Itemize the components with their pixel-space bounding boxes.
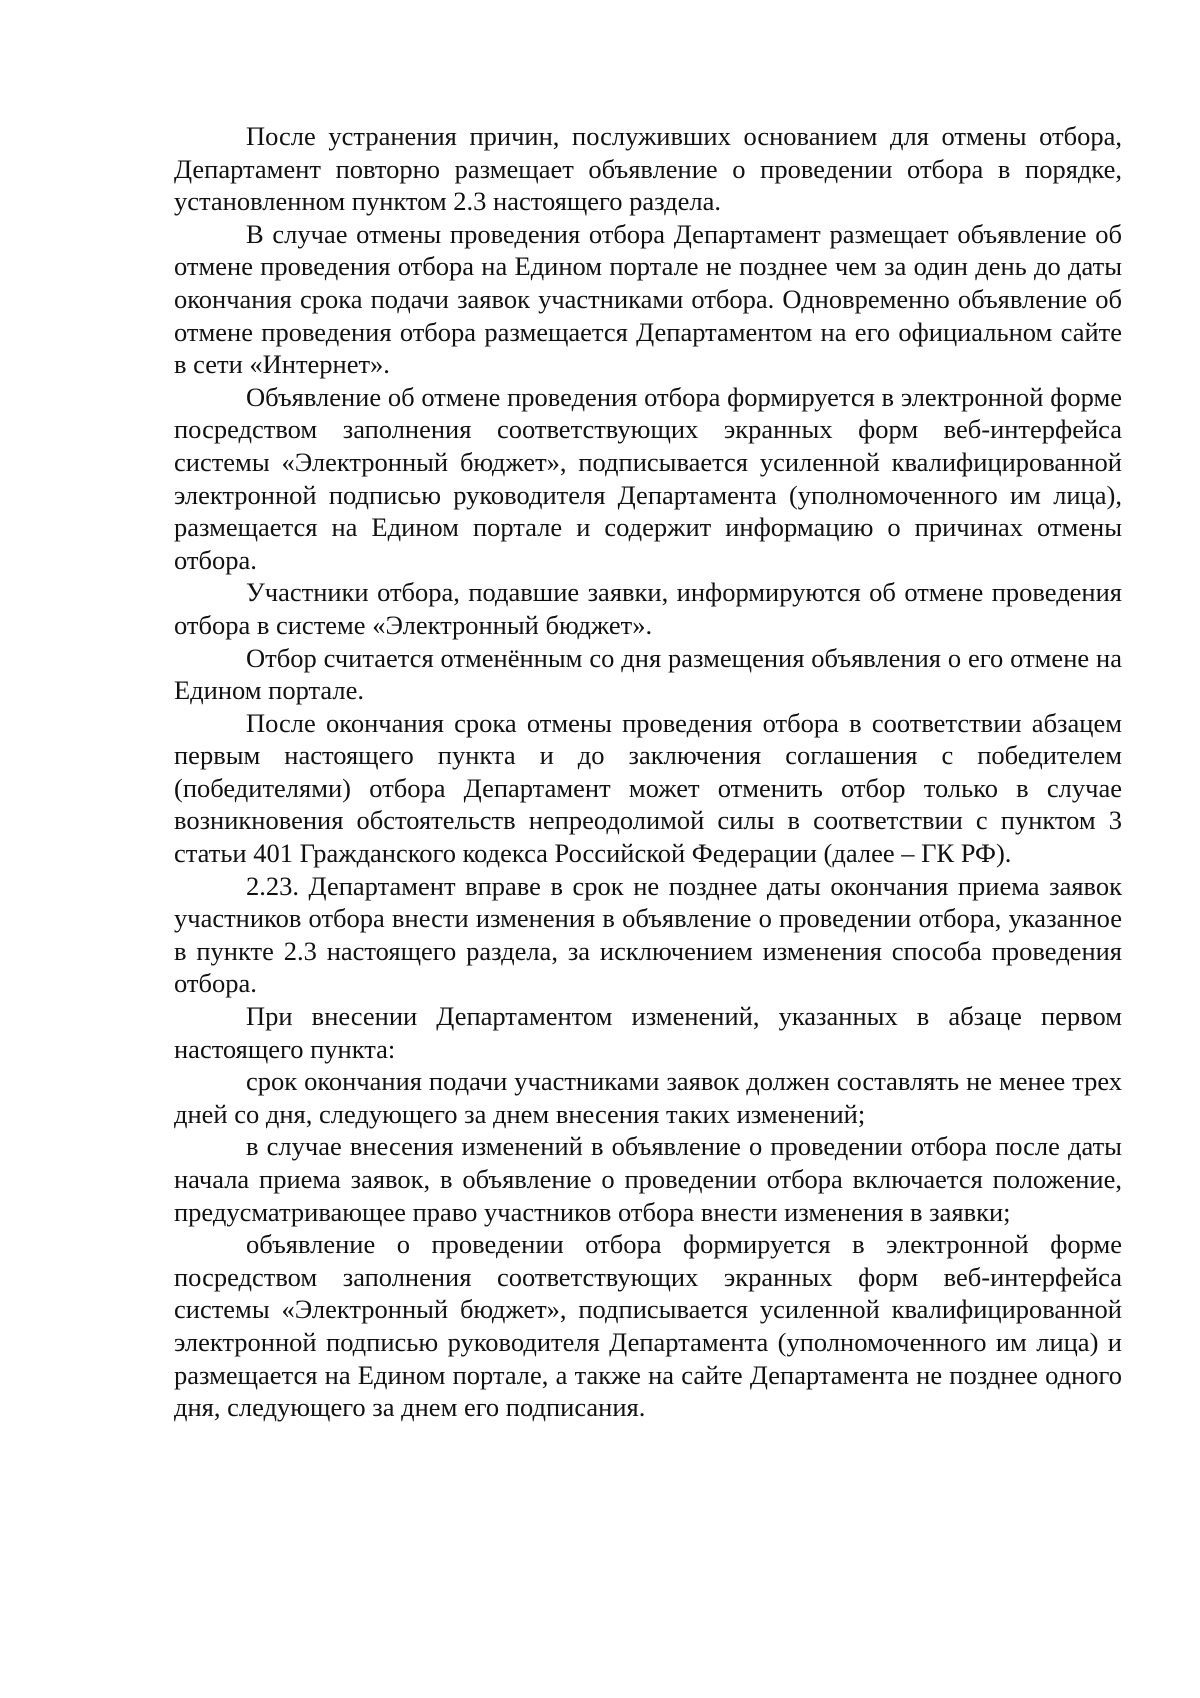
paragraph-8: При внесении Департаментом изменений, указанных в абзаце первом настоящего пункта: [174,1001,1122,1064]
paragraph-7-section-2-23: 2.23. Департамент вправе в срок не позднее даты окончания приема заявок участников отбора внести изменения в объявление о проведении отбора, указанное в пункте 2.3 настоящего раздела, за исключением изменения способа проведения отбора. [174,870,1122,999]
document-body [174,120,1122,1424]
paragraph-4: Участники отбора, подавшие заявки, информируются об отмене проведения отбора в системе «Электронный бюджет». [174,577,1122,640]
paragraph-5: Отбор считается отменённым со дня размещения объявления о его отмене на Едином портале. [174,642,1122,706]
paragraph-6: После окончания срока отмены проведения отбора в соответствии абзацем первым настоящего пункта и до заключения соглашения с победителем (победителями) отбора Департамент может отменить отбор только в случае возникновения обстоятельств непреодолимой силы в соответствии с пунктом 3 статьи 401 Гражданского кодекса Российской Федерации (далее – ГК РФ). [174,707,1122,869]
paragraph-1: После устранения причин, послуживших основанием для отмены отбора, Департамент повторно размещает объявление о проведении отбора в порядке, установленном пунктом 2.3 настоящего раздела. [174,121,1122,217]
paragraph-2: В случае отмены проведения отбора Департамент размещает объявление об отмене проведения отбора на Едином портале не позднее чем за один день до даты окончания срока подачи заявок участниками отбора. Одновременно объявление об отмене проведения отбора размещается Департаментом на его официальном сайте в сети «Интернет». [174,218,1122,380]
paragraph-11: объявление о проведении отбора формируется в электронной форме посредством заполнения соответствующих экранных форм веб-интерфейса системы «Электронный бюджет», подписывается усиленной квалифицированной электронной подписью руководителя Департамента (уполномоченного им лица) и размещается на Едином портале, а также на сайте Департамента не позднее одного дня, следующего за днем его подписания. [174,1229,1122,1423]
paragraph-9: срок окончания подачи участниками заявок должен составлять не менее трех дней со дня, следующего за днем внесения таких изменений; [174,1066,1122,1129]
paragraph-3: Объявление об отмене проведения отбора формируется в электронной форме посредством заполнения соответствующих экранных форм веб-интерфейса системы «Электронный бюджет», подписывается усиленной квалифицированной электронной подписью руководителя Департамента (уполномоченного им лица), размещается на Едином портале и содержит информацию о причинах отмены отбора. [174,381,1122,575]
paragraph-10: в случае внесения изменений в объявление о проведении отбора после даты начала приема заявок, в объявление о проведении отбора включается положение, предусматривающее право участников отбора внести изменения в заявки; [174,1131,1122,1227]
